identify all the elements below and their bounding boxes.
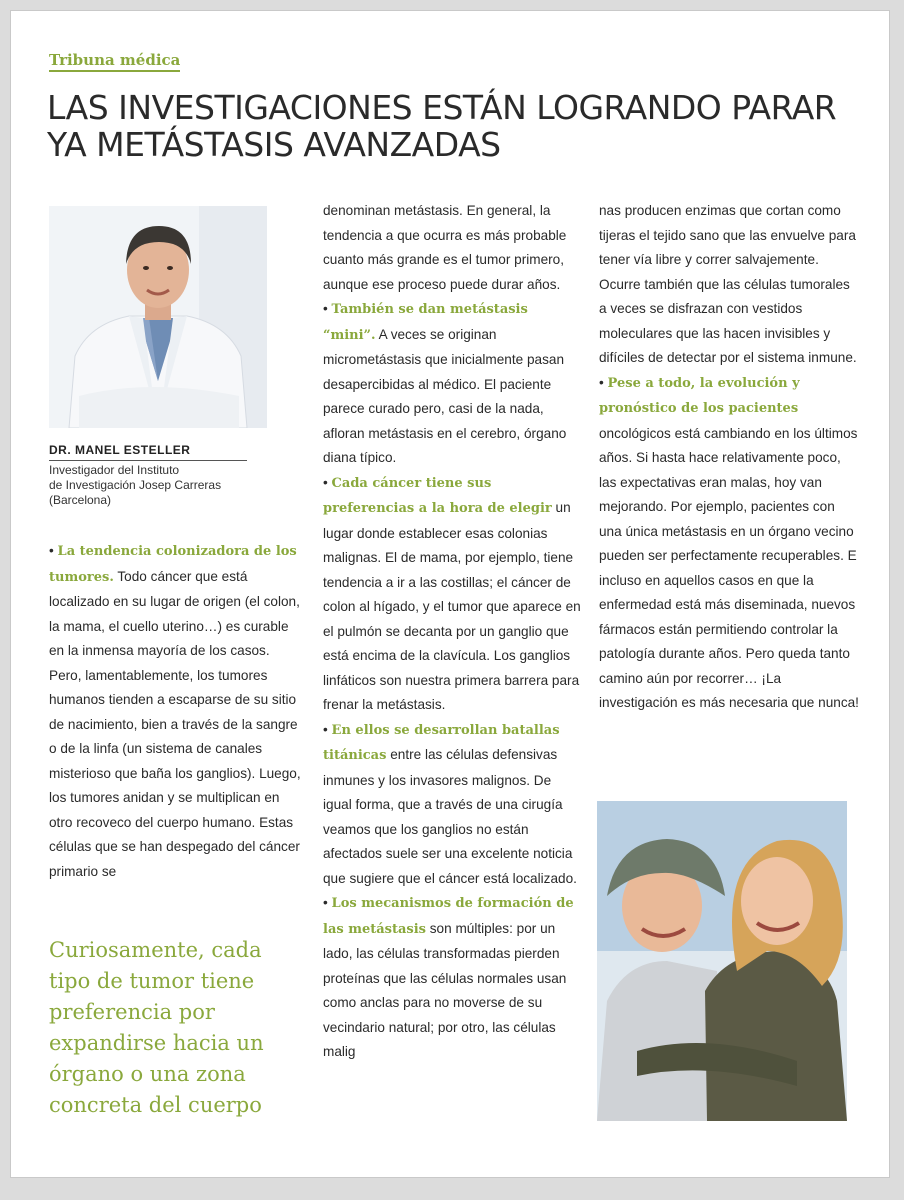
bullet: • bbox=[323, 895, 332, 910]
paragraph-text: son múltiples: por un lado, las células transformadas pierden proteínas que las células normales usan como anclas para no moverse de su vecindario natural; por otro, las células malig bbox=[323, 920, 567, 1059]
author-name: DR. MANEL ESTELLER bbox=[49, 443, 247, 461]
author-role-line: de Investigación Josep Carreras bbox=[49, 478, 222, 492]
paragraph bbox=[323, 891, 583, 1065]
paragraph-text: entre las células defensivas inmunes y los invasores malignos. De igual forma, que a través de una cirugía veamos que los ganglios no están afectados suele ser una excelente noticia que sugiere que el cáncer está localizado. bbox=[323, 747, 577, 886]
article-column-1 bbox=[49, 539, 305, 884]
paragraph bbox=[49, 539, 305, 884]
paragraph-text: oncológicos está cambiando en los últimos años. Si hasta hace relativamente poco, las expectativas eran malas, hoy van mejorando. Por ejemplo, pacientes con una única metástasis en un órgano vecino pueden ser perfectamente recuperables. E incluso en aquellos casos en que la enfermedad está más diseminada, nuevos fármacos están permitiendo controlar la patología durante años. Pero queda tanto camino aún por recorrer… ¡La investigación es más necesaria que nunca! bbox=[599, 425, 859, 710]
headline: LAS INVESTIGACIONES ESTÁN LOGRANDO PARAR YA METÁSTASIS AVANZADAS bbox=[47, 88, 837, 164]
pull-quote: Curiosamente, cada tipo de tumor tiene preferencia por expandirse hacia un órgano o una zona concreta del cuerpo bbox=[49, 938, 264, 1117]
author-role-line: Investigador del Instituto bbox=[49, 463, 180, 477]
paragraph-continuation: denominan metástasis. En general, la tendencia a que ocurra es más probable cuanto más grande es el tumor primero, aunque ese proceso puede durar años. bbox=[323, 203, 567, 292]
paragraph-highlight: En ellos se desarrollan batallas titánicas bbox=[323, 722, 560, 763]
article-column-3 bbox=[599, 199, 859, 716]
author-role-line: (Barcelona) bbox=[49, 493, 112, 507]
bullet: • bbox=[323, 301, 332, 316]
paragraph-text: A veces se originan micrometástasis que inicialmente pasan desapercibidas al médico. El paciente parece curado pero, casi de la nada, afloran metástasis en el cerebro, órgano diana típico. bbox=[323, 326, 567, 465]
paragraph bbox=[599, 371, 859, 716]
bullet: • bbox=[323, 474, 332, 490]
paragraph-highlight: Cada cáncer tiene sus preferencias a la hora de elegir bbox=[323, 475, 552, 516]
author-portrait bbox=[49, 206, 267, 428]
bullet: • bbox=[49, 543, 58, 558]
paragraph-highlight: Los mecanismos de formación de las metástasis bbox=[323, 896, 574, 937]
paragraph-highlight: También se dan metástasis “mini”. bbox=[323, 302, 528, 343]
paragraph-text: Todo cáncer que está localizado en su lugar de origen (el colon, la mama, el cuello uterino…) es curable en la inmensa mayoría de los casos. Pero, lamentablemente, los tumores humanos tienden a escaparse de su sitio de nacimiento, bien a través de la sangre o de la linfa (un sistema de canales misterioso que baña los ganglios). Luego, los tumores anidan y se multiplican en otro recoveco del cuerpo humano. Estas células que se han despegado del cáncer primario se bbox=[49, 568, 301, 879]
paragraph-highlight: Pese a todo, la evolución y pronóstico de los pacientes bbox=[599, 375, 800, 416]
section-label: Tribuna médica bbox=[49, 51, 180, 72]
paragraph-text: un lugar donde establecer esas colonias malignas. El de mama, por ejemplo, tiene tendencia a ir a las costillas; el cáncer de colon al hígado, y el tumor que aparece en el pulmón se decanta por un ganglio que está encima de la clavícula. Los ganglios linfáticos son nuestra primera barrera para frenar la metástasis. bbox=[323, 500, 581, 712]
bullet: • bbox=[323, 721, 332, 737]
paragraph bbox=[323, 471, 583, 718]
author-role bbox=[49, 463, 269, 508]
article-column-2 bbox=[323, 199, 583, 1065]
magazine-page bbox=[10, 10, 890, 1178]
paragraph-continuation: nas producen enzimas que cortan como tijeras el tejido sano que las envuelve para tener vía libre y correr salvajemente. Ocurre también que las células tumorales a veces se disfrazan con vestidos moleculares que las hacen invisibles y difíciles de detectar por el sistema inmune. bbox=[599, 203, 857, 365]
paragraph bbox=[323, 718, 583, 892]
women-photo bbox=[597, 801, 847, 1121]
bullet: • bbox=[599, 374, 608, 390]
paragraph-highlight: La tendencia colonizadora de los tumores. bbox=[49, 544, 297, 585]
paragraph bbox=[323, 297, 583, 471]
